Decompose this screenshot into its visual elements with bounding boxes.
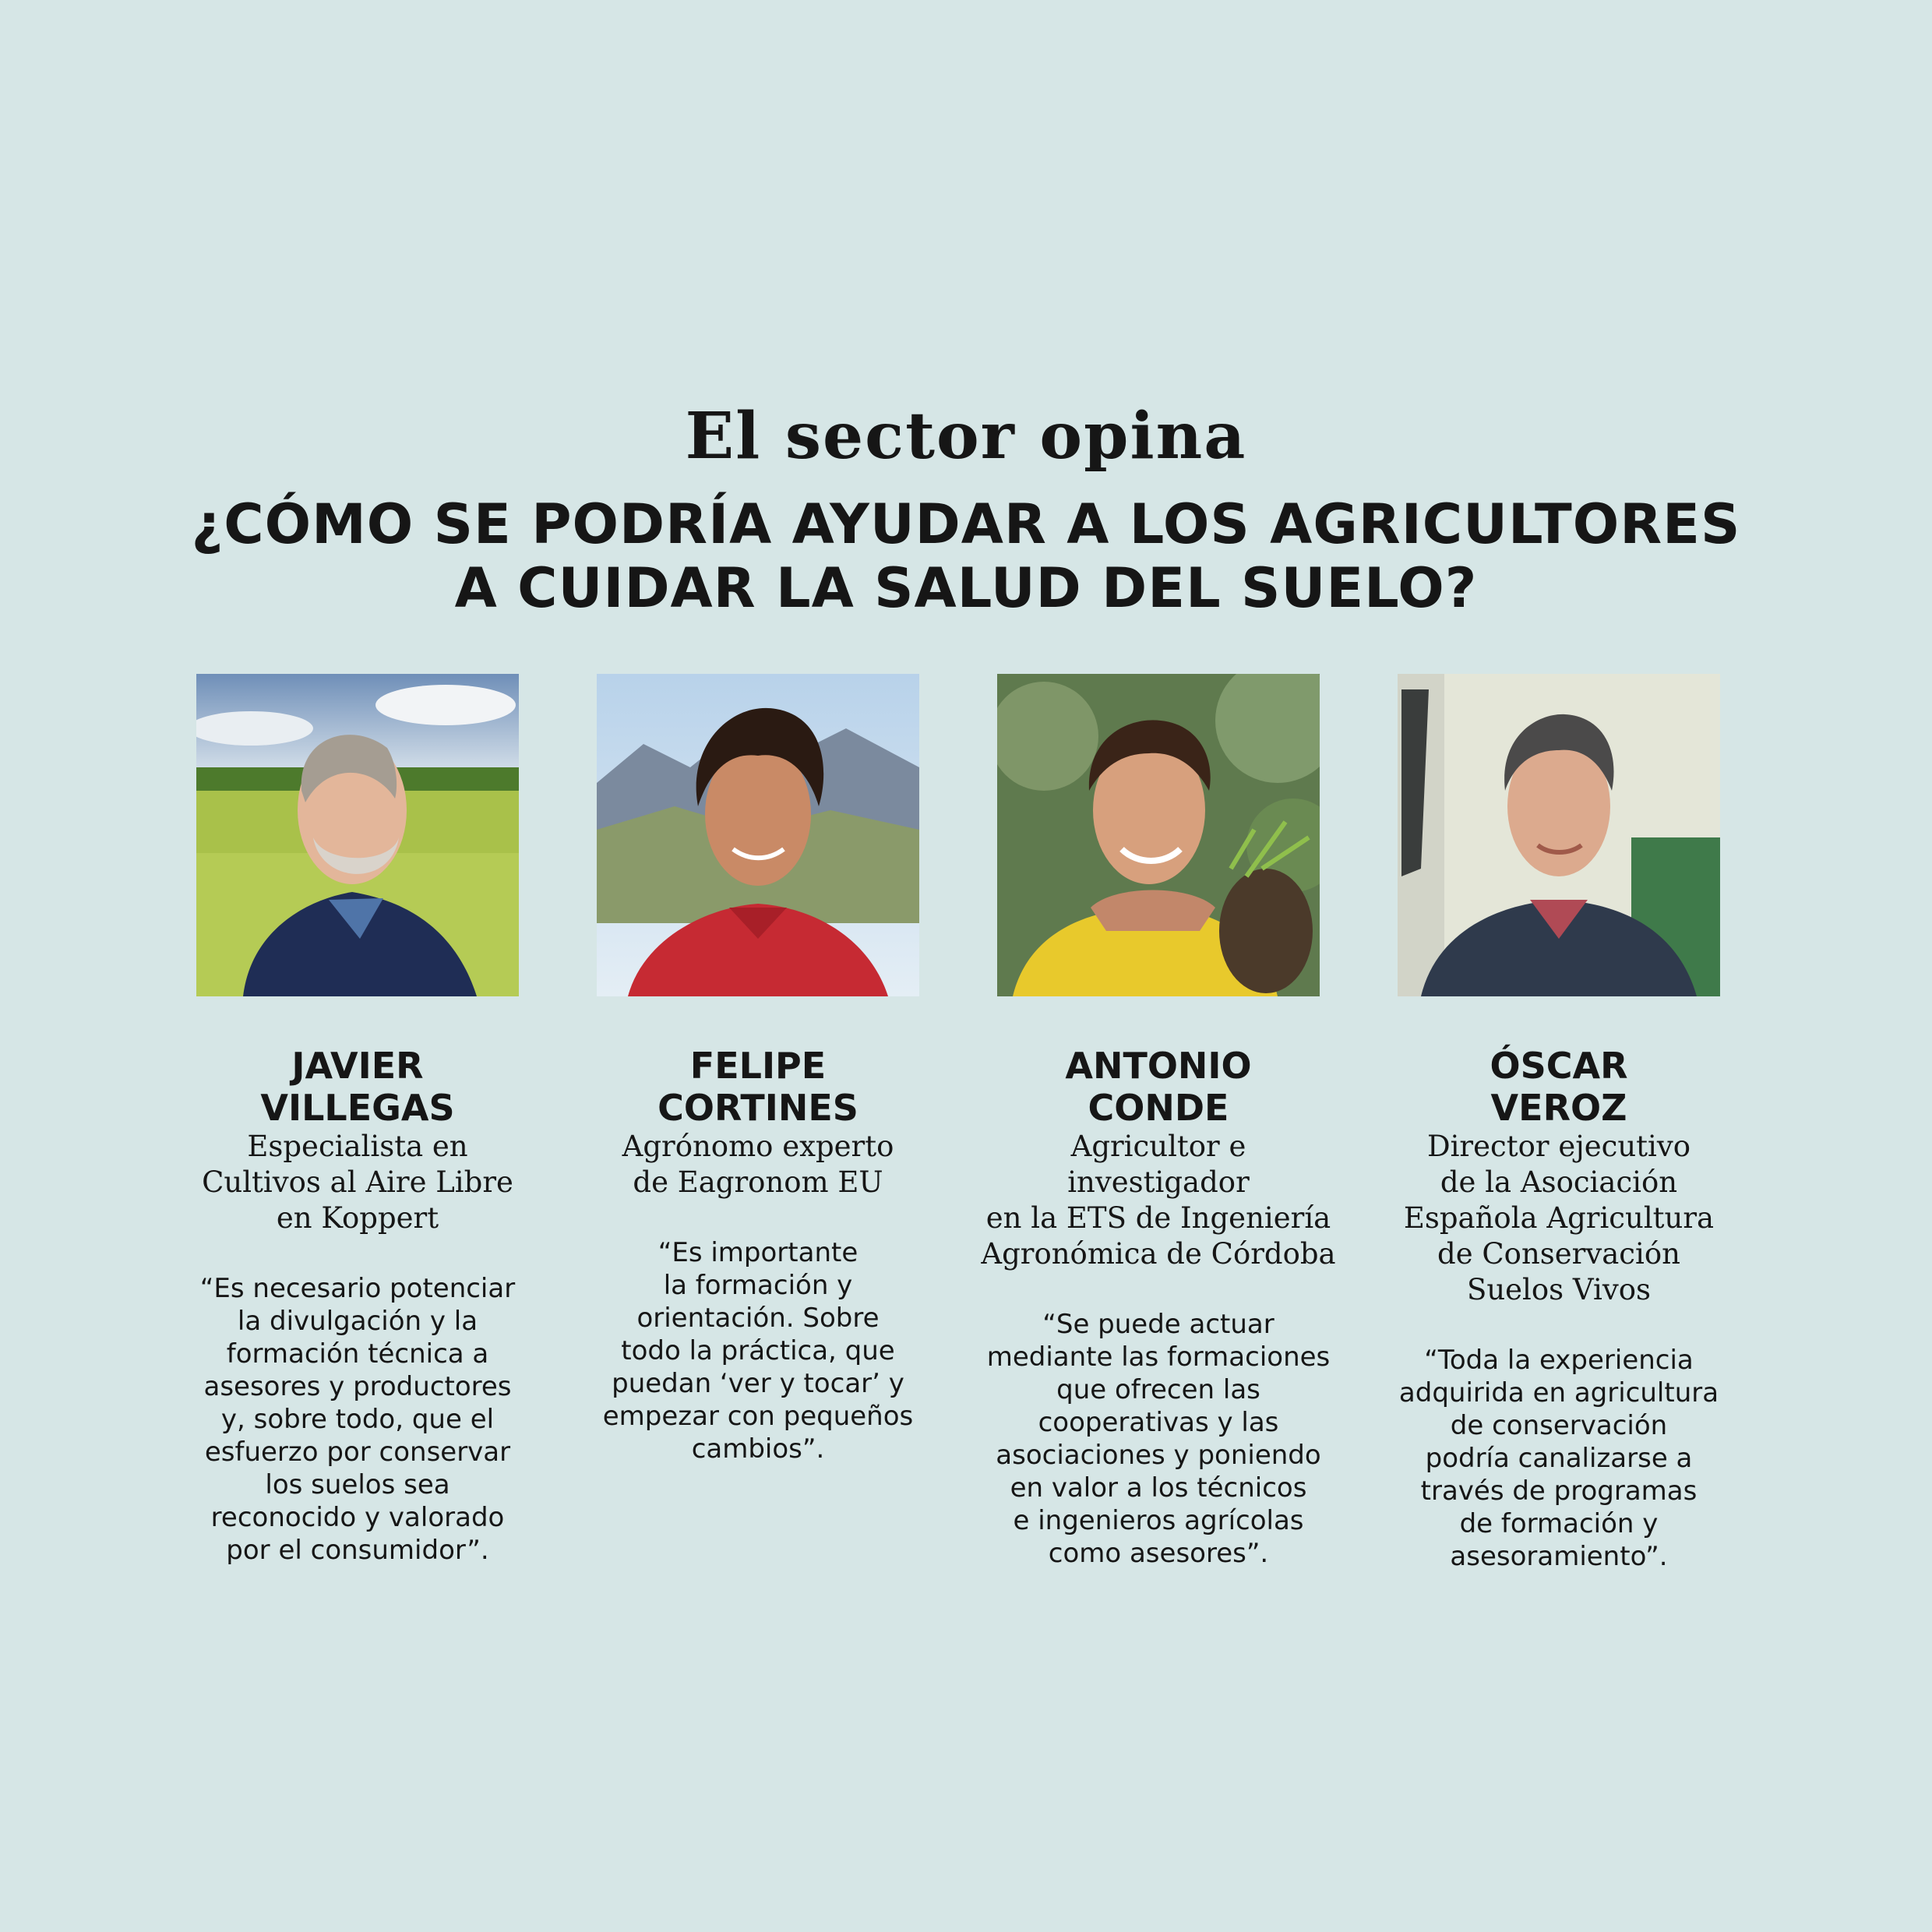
expert-first-name: ANTONIO: [1065, 1045, 1252, 1087]
quote-line: asesores y productores: [203, 1371, 512, 1402]
quote-line: en valor a los técnicos: [1010, 1472, 1307, 1504]
quote-line: la divulgación y la: [237, 1306, 478, 1337]
expert-first-name: FELIPE: [689, 1045, 827, 1087]
expert-quote: [975, 1308, 1341, 1570]
quote-line: través de programas: [1420, 1475, 1698, 1507]
expert-first-name: ÓSCAR: [1490, 1045, 1628, 1087]
quote-line: orientación. Sobre: [636, 1303, 880, 1334]
expert-name: [975, 1045, 1341, 1129]
role-line: de Eagronom EU: [633, 1165, 883, 1199]
role-line: de la Asociación: [1440, 1165, 1678, 1199]
quote-line: reconocido y valorado: [210, 1502, 505, 1533]
quote-line: cambios”.: [691, 1433, 825, 1465]
portrait-image: [1398, 674, 1720, 996]
headline-line-2: A CUIDAR LA SALUD DEL SUELO?: [454, 556, 1478, 620]
quote-line: la formación y: [663, 1270, 853, 1301]
expert-card-villegas: [175, 674, 541, 1567]
expert-card-veroz: [1376, 674, 1742, 1573]
headline-line-1: ¿CÓMO SE PODRÍA AYUDAR A LOS AGRICULTORES: [191, 492, 1741, 556]
expert-photo-veroz: [1398, 674, 1720, 996]
role-line: Director ejecutivo: [1426, 1130, 1691, 1163]
expert-role: [175, 1129, 541, 1236]
expert-last-name: VEROZ: [1490, 1087, 1627, 1129]
expert-photo-cortines: [597, 674, 919, 996]
portrait-image: [196, 674, 519, 996]
expert-quote: [175, 1272, 541, 1567]
role-line: Agricultor e investigador: [1067, 1130, 1250, 1199]
expert-name: [1376, 1045, 1742, 1129]
quote-line: que ofrecen las: [1056, 1374, 1260, 1405]
quote-line: adquirida en agricultura: [1398, 1377, 1719, 1408]
expert-name: [175, 1045, 541, 1129]
quote-line: podría canalizarse a: [1425, 1443, 1693, 1474]
role-line: en Koppert: [276, 1201, 439, 1235]
role-line: Agrónomo experto: [622, 1130, 894, 1163]
quote-line: “Es necesario potenciar: [199, 1273, 516, 1304]
quote-line: como asesores”.: [1048, 1538, 1269, 1569]
expert-role: [575, 1129, 941, 1200]
portrait-image: [997, 674, 1320, 996]
quote-line: todo la práctica, que: [621, 1335, 895, 1366]
section-kicker: El sector opina: [685, 399, 1247, 474]
expert-last-name: CORTINES: [658, 1087, 858, 1129]
role-line: Cultivos al Aire Libre: [202, 1165, 513, 1199]
quote-line: de formación y: [1459, 1508, 1659, 1539]
expert-card-conde: [975, 674, 1341, 1570]
expert-quote: [1376, 1344, 1742, 1573]
expert-last-name: CONDE: [1088, 1087, 1229, 1129]
role-line: Especialista en: [247, 1130, 468, 1163]
expert-name: [575, 1045, 941, 1129]
role-line: Española Agricultura: [1403, 1201, 1715, 1235]
quote-line: esfuerzo por conservar: [204, 1437, 511, 1468]
expert-photo-conde: [997, 674, 1320, 996]
quote-line: formación técnica a: [226, 1338, 489, 1370]
quote-line: de conservación: [1450, 1410, 1668, 1441]
quote-line: cooperativas y las: [1038, 1407, 1279, 1438]
quote-line: empezar con pequeños: [602, 1401, 914, 1432]
expert-photo-villegas: [196, 674, 519, 996]
role-line: Agronómica de Córdoba: [981, 1237, 1336, 1271]
quote-line: “Toda la experiencia: [1424, 1345, 1694, 1376]
quote-line: mediante las formaciones: [986, 1341, 1331, 1373]
quote-line: asesoramiento”.: [1450, 1541, 1668, 1572]
quote-line: y, sobre todo, que el: [220, 1404, 495, 1435]
quote-line: e ingenieros agrícolas: [1013, 1505, 1304, 1536]
quote-line: los suelos sea: [265, 1469, 450, 1500]
portrait-image: [597, 674, 919, 996]
quote-line: asociaciones y poniendo: [996, 1440, 1321, 1471]
role-line: de Conservación: [1437, 1237, 1680, 1271]
expert-role: [975, 1129, 1341, 1272]
quote-line: puedan ‘ver y tocar’ y: [612, 1368, 904, 1399]
expert-role: [1376, 1129, 1742, 1308]
expert-first-name: JAVIER: [291, 1045, 424, 1087]
role-line: en la ETS de Ingeniería: [985, 1201, 1331, 1235]
quote-line: por el consumidor”.: [226, 1535, 489, 1566]
expert-card-cortines: [575, 674, 941, 1465]
quote-line: “Se puede actuar: [1042, 1309, 1274, 1340]
role-line: Suelos Vivos: [1466, 1273, 1651, 1306]
expert-last-name: VILLEGAS: [260, 1087, 455, 1129]
expert-quote: [575, 1236, 941, 1465]
headline-question: [0, 492, 1932, 620]
quote-line: “Es importante: [658, 1237, 858, 1268]
header: [0, 397, 1932, 620]
